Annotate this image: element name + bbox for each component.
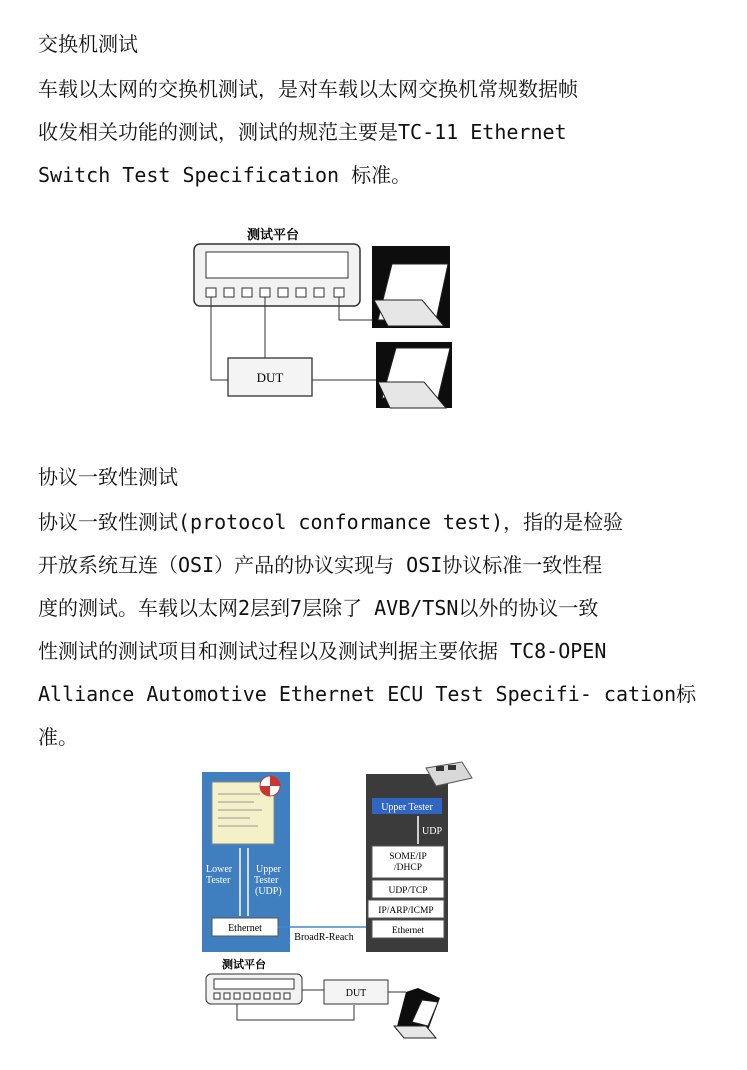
platform-label: 测试平台 — [247, 228, 300, 243]
udp-label: UDP — [422, 826, 443, 837]
section1-heading: 交换机测试 — [38, 32, 138, 56]
paragraph-line: 开放系统互连（OSI）产品的协议实现与 OSI协议标准一致性程 — [38, 553, 603, 577]
platform-label: 测试平台 — [222, 958, 266, 971]
paragraph-line: 协议一致性测试(protocol conformance test)，指的是检验 — [38, 510, 624, 534]
section2-heading: 协议一致性测试 — [38, 465, 178, 489]
laptop-icon — [394, 988, 440, 1038]
platform-display — [206, 252, 348, 278]
paragraph-line: Alliance Automotive Ethernet ECU Test Specifi- cation标 — [38, 682, 697, 706]
stack-layer-label: Ethernet — [391, 926, 425, 936]
dut-label: DUT — [256, 370, 284, 385]
laptop-icon — [372, 246, 450, 328]
paragraph-line: Switch Test Specification 标准。 — [38, 163, 412, 187]
paragraph-line: 准。 — [38, 725, 78, 749]
paragraph-line: 收发相关功能的测试，测试的规范主要是TC-11 Ethernet — [38, 120, 567, 144]
dut-label: DUT — [345, 988, 367, 999]
stack-layer-label: IP/ARP/ICMP — [378, 906, 434, 916]
switch-test-figure — [192, 222, 454, 410]
upper-tester-udp-label: Upper Tester (UDP) — [254, 864, 282, 897]
lower-tester-label: Lower Tester — [206, 864, 233, 886]
stack-layer-label: SOME/IP /DHCP — [389, 852, 427, 873]
ethernet-left-label: Ethernet — [228, 923, 262, 934]
conformance-test-figure — [200, 760, 475, 1050]
upper-tester-label: Upper Tester — [381, 802, 433, 813]
paragraph-line: 性测试的测试项目和测试过程以及测试判据主要依据 TC8-OPEN — [38, 639, 607, 663]
link-label: BroadR-Reach — [294, 932, 354, 943]
stack-layer-label: UDP/TCP — [388, 886, 428, 896]
laptop-icon — [376, 342, 452, 408]
paragraph-line: 度的测试。车载以太网2层到7层除了 AVB/TSN以外的协议一致 — [38, 596, 599, 620]
paragraph-line: 车载以太网的交换机测试，是对车载以太网交换机常规数据帧 — [38, 77, 578, 101]
